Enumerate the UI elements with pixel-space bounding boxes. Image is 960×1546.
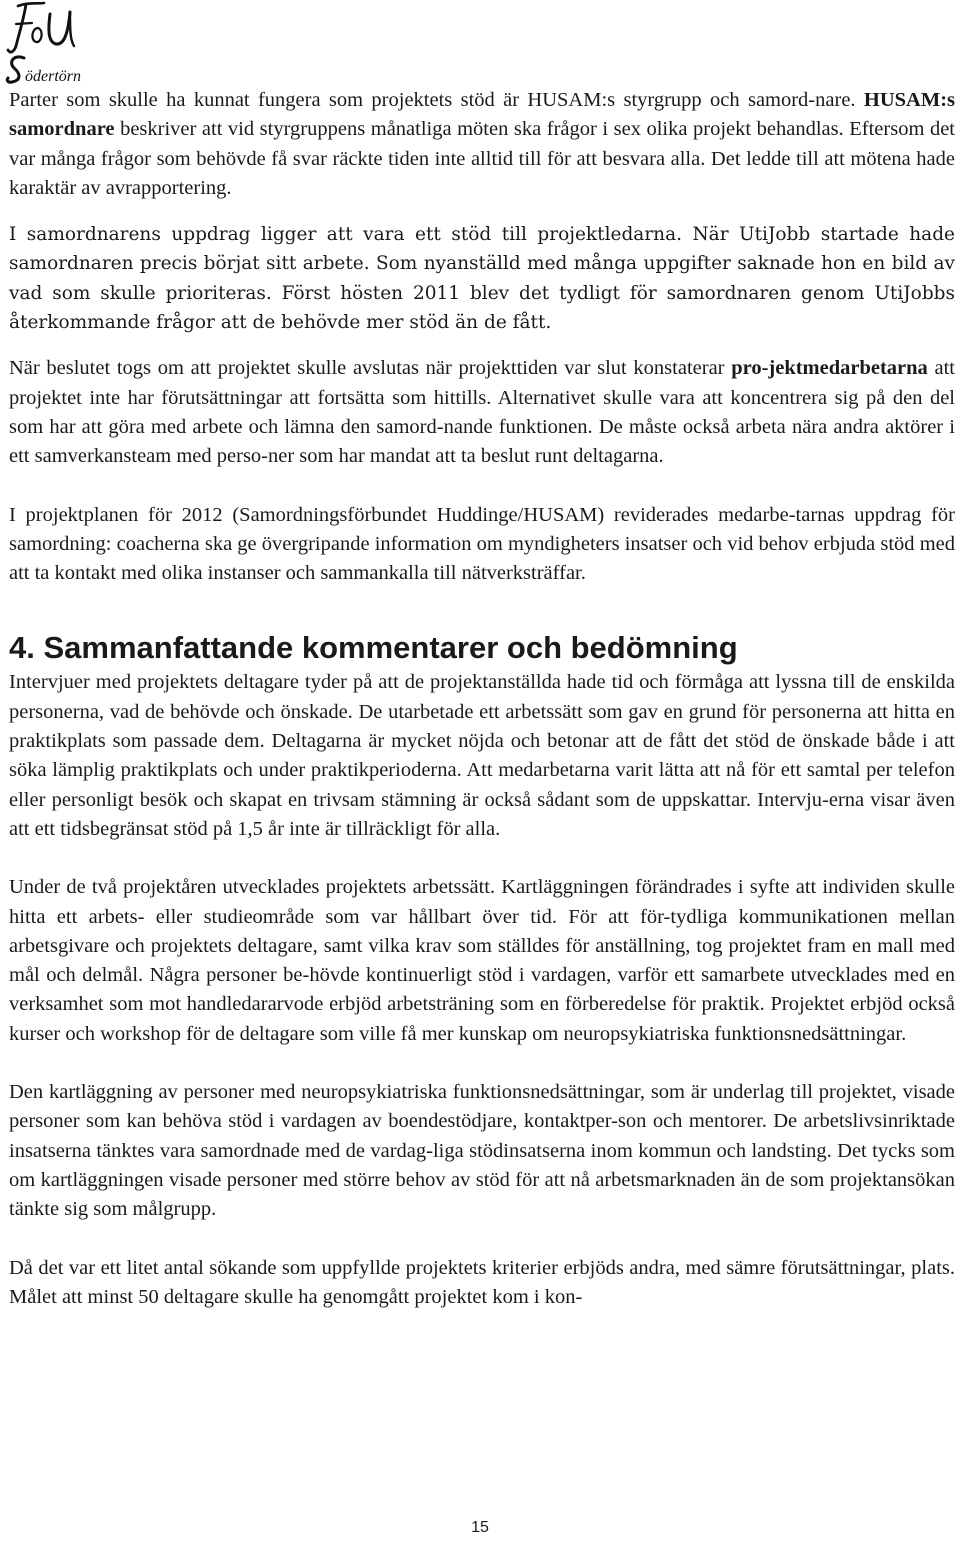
paragraph-7: Den kartläggning av personer med neuropsykiatriska funktionsnedsättningar, som är underlag till projektet, visade personer som kan behöva stöd i vardagen av boendestödjare, kontaktper-son och mentorer. De arbetslivsinriktade insatserna tänktes vara samordnade med de vardag-liga stödinsatserna inom kommun och landsting. Det tycks som om kartläggningen visade personer med större behov av stöd för att nå arbetsmarknaden än de som projektansökan tänkte sig som målgrupp. [9,1081,955,1221]
paragraph-1 [9,86,955,203]
paragraph-3-rest: att projektet inte har förutsättningar att fortsätta som hittills. Alternativet skulle vara att koncentrera sig på den del som har att göra med arbete och lämna den samord-nande funktionen. De måste också arbeta nära andra aktörer i ett samverkansteam med perso-ner som har mandat att ta beslut runt deltagarna. [9,357,955,468]
paragraph-5: Intervjuer med projektets deltagare tyder på att de projektanställda hade tid och förmåga att lyssna till de enskilda personerna, vad de behövde och önskade. De utarbetade ett arbetssätt som gav en grund för personerna att hitta en praktikplats som passade dem. Deltagarna är mycket nöjda och betonar att de fått det stöd de önskade både i att söka lämplig praktikplats och under praktikperioderna. Att medarbetarna varit lätta att nå för ett samtal per telefon eller personligt besök och skapat en trivsam stämning är också sådant som de uppskattar. Intervju-erna visar även att ett tidsbegränsat stöd på 1,5 år inte är tillräckligt för alla. [9,671,955,840]
paragraph-1-rest: beskriver att vid styrgruppens månatliga möten ska frågor i sex olika projekt behandlas. Eftersom det var många frågor som behövde få svar räckte tiden inte alltid till för att besvara alla. Det ledde till att mötena hade karaktär av avrapportering. [9,118,955,199]
logo-graphic [4,0,88,86]
paragraph-8: Då det var ett litet antal sökande som uppfyllde projektets kriterier erbjöds andra, med sämre förutsättningar, plats. Målet att minst 50 deltagare skulle ha genomgått projektet kom i kon- [9,1256,955,1308]
paragraph-3-start: När beslutet togs om att projektet skulle avslutas när projekttiden var slut konstaterar [9,357,732,380]
paragraph-1-start: Parter som skulle ha kunnat fungera som projektets stöd är HUSAM:s styrgrupp och samord-nare. [9,89,864,111]
page-number: 15 [471,1519,489,1536]
bold-term-projektmedarbetarna: pro-jektmedarbetarna [731,357,928,380]
paragraph-3 [9,354,955,471]
paragraph-6: Under de två projektåren utvecklades projektets arbetssätt. Kartläggningen förändrades i syfte att individen skulle hitta ett arbets- eller studieområde som var hållbart över tid. För att för-tydliga kommunikationen mellan arbetsgivare och projektets deltagare, samt vilka krav som ställdes för anställning, tog projektet fram en mall med mål och delmål. Några personer be-hövde kontinuerligt stöd i vardagen, varför ett samarbete utvecklades med en verksamhet som mot handledararvode erbjöd arbetsträning som en förberedelse för praktik. Projektet erbjöd också kurser och workshop för de deltagare som ville få mer kunskap om neuropsykiatriska funktionsnedsättningar. [9,876,955,1045]
fou-sodertorn-logo [4,0,88,86]
section-heading: 4. Sammanfattande kommentarer och bedömning [9,630,738,666]
svg-text:ödertörn: ödertörn [25,68,81,85]
document-body [9,86,955,1312]
paragraph-2: I samordnarens uppdrag ligger att vara ett stöd till projektledarna. När UtiJobb startade hade samordnaren precis börjat sitt arbete. Som nyanställd med många uppgifter saknade hon en bild av vad som skulle prioriteras. Först hösten 2011 blev det tydligt för samordnaren genom UtiJobbs återkommande frågor att de behövde mer stöd än de fått. [9,224,955,334]
paragraph-4: I projektplanen för 2012 (Samordningsförbundet Huddinge/HUSAM) reviderades medarbe-tarnas uppdrag för samordning: coacherna ska ge övergripande information om myndigheters insatser och vid behov erbjuda stöd med att ta kontakt med olika instanser och sammankalla till nätverksträffar. [9,503,955,585]
bold-term-husam-samordnare: HUSAM:s samordnare [9,89,955,141]
